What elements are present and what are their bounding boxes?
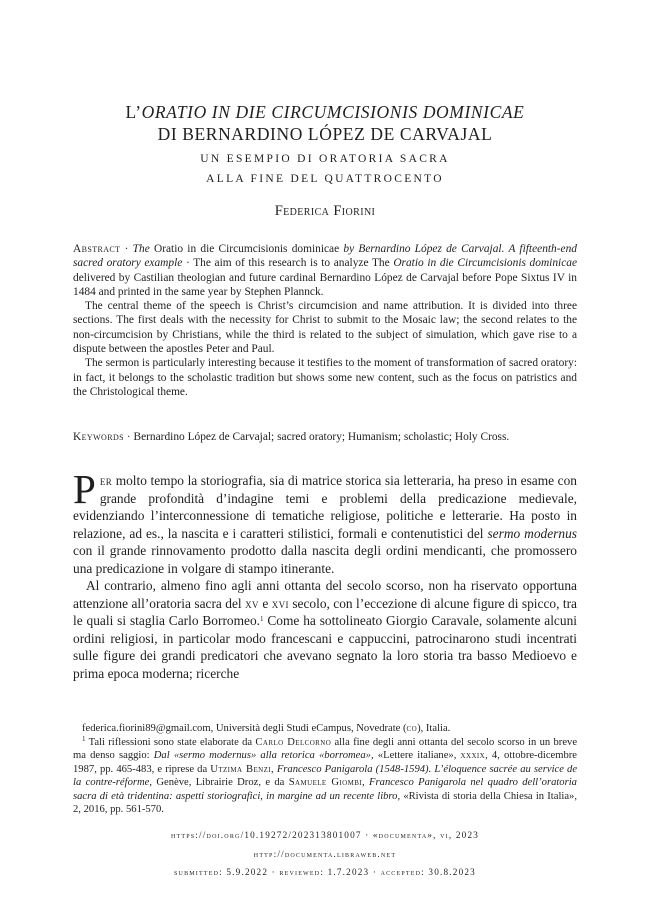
footnote-text: , [362, 777, 370, 788]
cited-title: Francesco Panigarola (1548-1594). L’éloquence sacrée au service de la contre-réforme [73, 763, 578, 788]
body-text-run: secolo, con l’eccezione di alcune figure di spicco, tra le quali si staglia Carlo Borromeo. [73, 595, 577, 628]
affiliation-text: federica.fiorini89@gmail.com, Università degli Studi eCampus, Novedrate ( [82, 723, 407, 734]
author-name: Federica Fiorini [274, 203, 376, 219]
drop-cap: P [73, 466, 96, 512]
abstract-paragraph-3: The sermon is particularly interesting because it testifies to the moment of transformation of sacred oratory: in fact, it belongs to the scholastic tradition but shows some new content, such as the focus on patristics and the Christological theme. [73, 357, 577, 398]
century-numeral: xv [245, 595, 259, 611]
separator: · [182, 257, 194, 270]
title-line-1 [73, 102, 577, 122]
body-text-run: molto tempo la storiografia, sia di matrice storica sia letteraria, ha preso in esame con grande profondità d’indagine temi e problemi della predicazione medievale, evidenziando l’interconnessione di tematiche religiose, politiche e letterarie. Ha posto in relazione, ad es., la nascita e i caratteri stilistici, formali e contenutistici del [73, 473, 577, 541]
title-line-2: DI BERNARDINO LÓPEZ DE CARVAJAL [157, 124, 493, 144]
abstract-paragraph-1 [73, 242, 577, 299]
abstract-title-2: Oratio in die Circumcisionis dominicae [149, 243, 344, 255]
keywords-text: Bernardino López de Carvajal; sacred oratory; Humanism; scholastic; Holy Cross. [133, 431, 510, 443]
century-numeral: xvi [271, 595, 289, 611]
footnote-1 [73, 736, 577, 817]
cited-author: Samuele Giombi [288, 777, 363, 788]
body-text-run: Come ha sottolineato Giorgio Caravale, solamente alcuni ordini religiosi, in particolar modo francescani e cappuccini, patrocinarono studi incentrati sulle figure dei grandi predicatori che avevano segnato la loro storia tra basso Medioevo e prima epoca moderna; ricerche [73, 613, 577, 681]
first-word-rest: er [99, 473, 113, 488]
abstract-text-italic: Oratio in die Circumcisionis dominicae [393, 257, 577, 270]
cited-title: Francesco Panigarola nel quadro dell’oratoria sacra di età tridentina: aspetti storiografici, in margine ad un recente libro [73, 777, 577, 802]
body-paragraph-2 [73, 577, 577, 682]
journal-url[interactable]: http://documenta.libraweb.net [253, 849, 397, 859]
doi-line[interactable]: https://doi.org/10.19272/202313801007 · «documenta», vi, 2023 [170, 830, 480, 840]
body-text-run: e [258, 595, 272, 611]
abstract-title-1: The [132, 243, 150, 255]
abstract [73, 242, 577, 399]
subtitle-line-2: ALLA FINE DEL QUATTROCENTO [206, 173, 444, 185]
subtitle-line-1: UN ESEMPIO DI ORATORIA SACRA [200, 153, 450, 165]
abstract-title-3: by Bernardino López de Carvajal. A fifteenth-end sacred oratory example [73, 243, 577, 270]
footnotes [73, 722, 577, 817]
body-paragraph-1 [73, 466, 577, 577]
abstract-paragraph-2: The central theme of the speech is Christ’s circumcision and name attribution. It is divided into three sections. The first deals with the necessity for Christ to submit to the Mosaic law; the second relates to the non-circumcision by Christians, while the third is related to the subject of simulation, which gave rise to a dispute between the apostles Peter and Paul. [73, 300, 577, 356]
body-text [73, 466, 577, 682]
separator: · [123, 431, 134, 443]
cited-title: Dal «sermo modernus» alla retorica «borromea» [153, 750, 371, 761]
separator: · [120, 243, 133, 255]
volume-numeral: xxxix [460, 750, 486, 761]
title-prefix: L’ [125, 102, 142, 122]
cited-author: Utzima Benzi [210, 763, 272, 775]
footnote-text: , «Rivista di storia della Chiesa in Italia», 2, 2016, pp. 561-570. [73, 790, 577, 815]
submission-dates: submitted: 5.9.2022 · reviewed: 1.7.2023 · accepted: 30.8.2023 [174, 867, 476, 877]
footnote-ref[interactable]: 1 [260, 615, 264, 623]
footnote-text: alla fine degli anni ottanta del secolo scorso in un breve ma denso saggio: [73, 736, 578, 761]
footnote-number: 1 [82, 734, 86, 743]
footnote-text: Tali riflessioni sono state elaborate da [85, 736, 256, 748]
cited-author: Carlo Delcorno [255, 736, 332, 748]
body-text-run: con il grande rinnovamento prodotto dalla nascita degli ordini mendicanti, che promossero una predicazione in volgare di stampo itinerante. [73, 543, 577, 576]
affiliation-text: ), Italia. [417, 723, 451, 734]
abstract-text: The aim of this research is to analyze The [193, 257, 394, 270]
abstract-text-cont: delivered by Castilian theologian and future cardinal Bernardino López de Carvajal before Pope Sixtus IV in 1484 and printed in the same year by Stephen Plannck. [73, 271, 577, 298]
author-affiliation [73, 722, 577, 736]
body-text-run: Al contrario, almeno fino agli anni ottanta del secolo scorso, non ha riservato opportuna attenzione all’oratoria sacra del [73, 578, 577, 611]
footnote-text: , «Lettere italiane», [370, 750, 461, 761]
province-code: co [406, 723, 418, 734]
footnote-text: , 4, ottobre-dicembre 1987, pp. 465-483, e riprese da [73, 750, 577, 775]
abstract-label: Abstract [73, 243, 121, 255]
title-italic: ORATIO IN DIE CIRCUMCISIONIS DOMINICAE [141, 102, 525, 122]
body-italic-run: sermo modernus [487, 525, 577, 541]
keywords [73, 430, 577, 444]
footnote-text: , Genève, Librairie Droz, e da [149, 777, 289, 788]
keywords-label: Keywords [73, 431, 124, 443]
footnote-text: , [271, 763, 277, 775]
